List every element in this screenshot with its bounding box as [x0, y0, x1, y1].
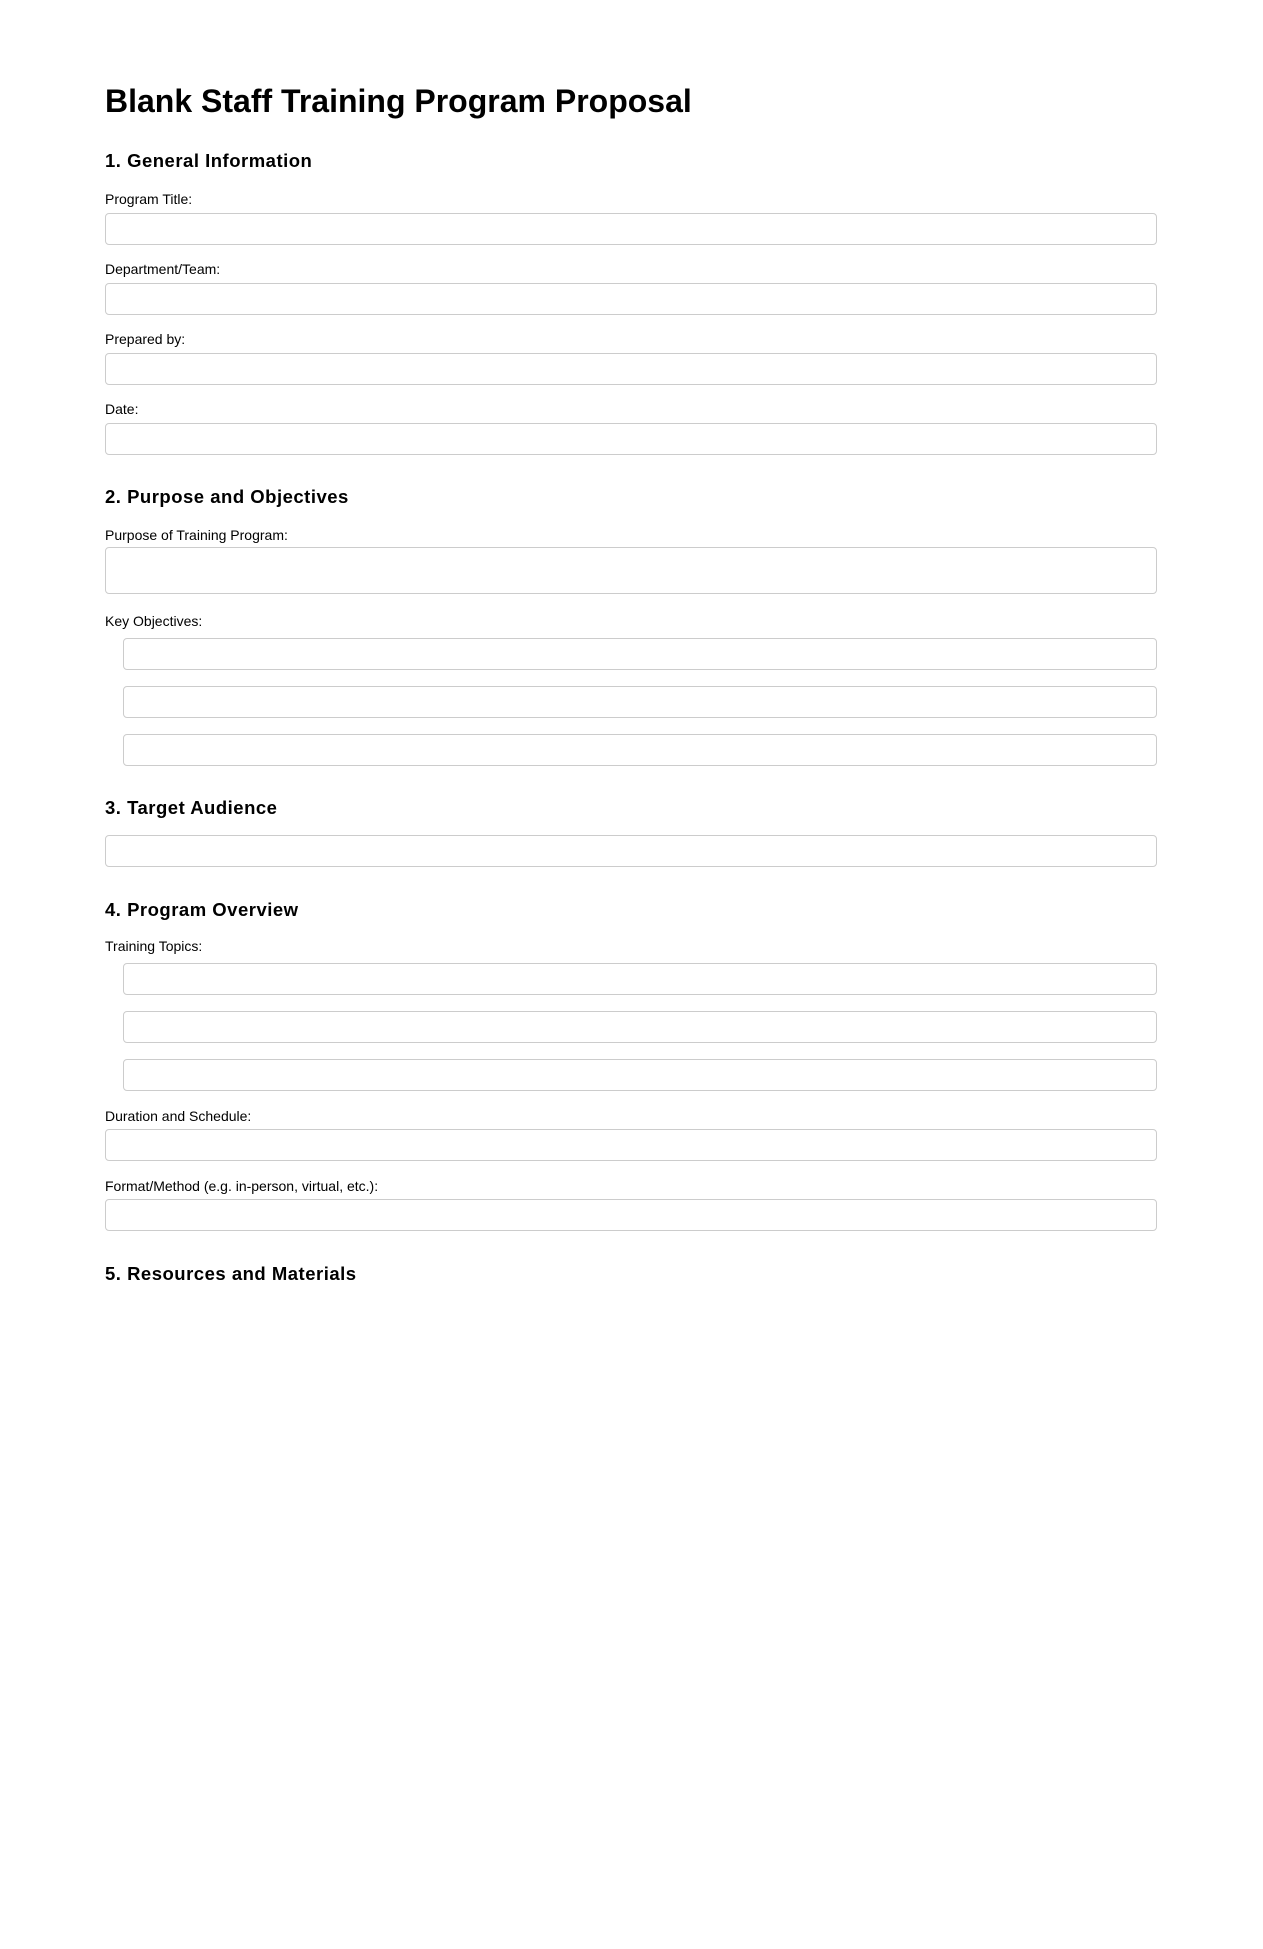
- prepared-by-label: Prepared by:: [105, 331, 186, 347]
- prepared-by-input[interactable]: [105, 353, 1157, 385]
- date-input[interactable]: [105, 423, 1157, 455]
- target-audience-input[interactable]: [105, 835, 1157, 867]
- key-objectives-label: Key Objectives:: [105, 613, 203, 629]
- training-topics-list: [105, 963, 1157, 1091]
- purpose-textarea[interactable]: [105, 547, 1157, 594]
- key-objective-input-1[interactable]: [123, 638, 1157, 670]
- department-team-input[interactable]: [105, 283, 1157, 315]
- department-team-label: Department/Team:: [105, 261, 221, 277]
- field-format-method: [105, 1177, 1157, 1231]
- field-key-objectives: [105, 612, 1157, 766]
- program-title-input[interactable]: [105, 213, 1157, 245]
- page-title: Blank Staff Training Program Proposal: [105, 83, 692, 119]
- key-objectives-list: [105, 638, 1157, 766]
- section-heading-resources-materials: 5. Resources and Materials: [105, 1263, 357, 1284]
- field-training-topics: [105, 937, 1157, 1091]
- list-item: [123, 1011, 1157, 1043]
- format-method-input[interactable]: [105, 1199, 1157, 1231]
- training-topic-input-2[interactable]: [123, 1011, 1157, 1043]
- section-heading-purpose-objectives: 2. Purpose and Objectives: [105, 486, 349, 507]
- field-purpose: [105, 526, 1157, 594]
- list-item: [123, 686, 1157, 718]
- key-objective-input-3[interactable]: [123, 734, 1157, 766]
- program-title-label: Program Title:: [105, 191, 193, 207]
- date-label: Date:: [105, 401, 139, 417]
- purpose-label: Purpose of Training Program:: [105, 527, 288, 543]
- training-topic-input-3[interactable]: [123, 1059, 1157, 1091]
- list-item: [123, 963, 1157, 995]
- list-item: [123, 1059, 1157, 1091]
- field-date: [105, 400, 1157, 455]
- duration-schedule-input[interactable]: [105, 1129, 1157, 1161]
- field-prepared-by: [105, 330, 1157, 385]
- section-heading-general-information: 1. General Information: [105, 150, 313, 171]
- list-item: [123, 638, 1157, 670]
- training-topic-input-1[interactable]: [123, 963, 1157, 995]
- field-department-team: [105, 260, 1157, 315]
- training-topics-label: Training Topics:: [105, 938, 203, 954]
- section-heading-program-overview: 4. Program Overview: [105, 899, 299, 920]
- list-item: [123, 734, 1157, 766]
- field-duration-schedule: [105, 1107, 1157, 1161]
- key-objective-input-2[interactable]: [123, 686, 1157, 718]
- format-method-label: Format/Method (e.g. in-person, virtual, etc.):: [105, 1178, 379, 1194]
- field-program-title: [105, 190, 1157, 245]
- section-heading-target-audience: 3. Target Audience: [105, 797, 278, 818]
- duration-schedule-label: Duration and Schedule:: [105, 1108, 252, 1124]
